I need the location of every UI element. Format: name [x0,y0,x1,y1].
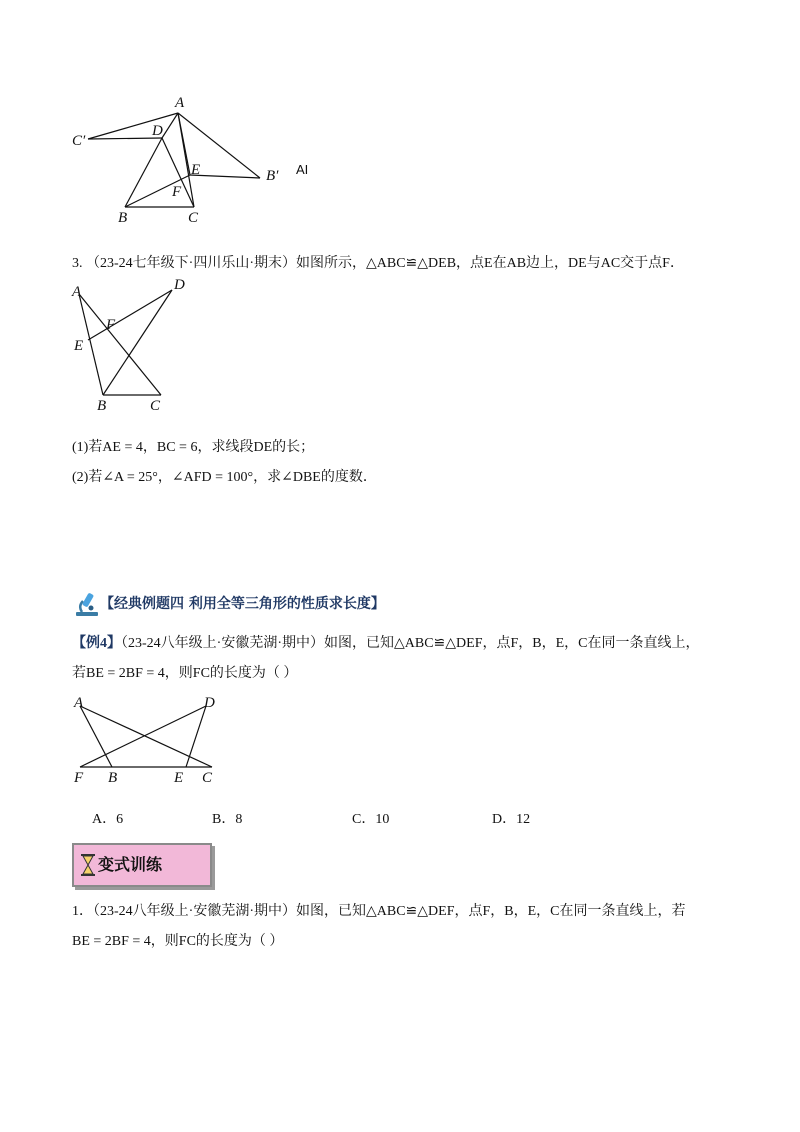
label-b: B [97,398,107,414]
problem3-question2: (2)若∠A = 25°，∠AFD = 100°，求∠DBE的度数． [72,470,377,485]
label-a: A [72,284,82,300]
hourglass-icon [80,854,96,876]
segment-d-b [125,138,162,207]
segment-a-b [80,706,112,767]
label-d: D [152,123,163,139]
label-b: B [108,770,118,786]
problem3-statement: 如图所示，△ABC≌△DEB，点E在AB边上，DE与AC交于点F． [296,256,684,271]
segment-e-d [88,290,172,340]
practice1-line1 [72,902,686,922]
practice1-source: （23-24八年级上·安徽芜湖·期中） [93,904,296,919]
problem3-number: 3. [72,256,83,271]
example4-line1 [72,634,700,654]
label-e: E [74,338,84,354]
label-c: C [188,210,199,226]
label-f: F [172,184,182,200]
practice1-text1: 如图，已知△ABC≌△DEF，点F，B，E，C在同一条直线上，若 [296,904,686,919]
segment-d-e [186,706,206,767]
segment-e-bprime [190,175,260,178]
label-d: D [174,278,185,293]
figure-example4 [66,690,226,790]
training-label: 变式训练 [98,855,163,874]
label-b: B [118,210,128,226]
label-c: C [150,398,161,414]
example4-source: （23-24八年级上·安徽芜湖·期中） [121,636,324,651]
practice1-line2: BE = 2BF = 4，则FC的长度为（ ） [72,934,284,949]
microscope-icon [72,590,102,618]
segment-b-d [103,290,172,395]
label-a: A [175,95,185,111]
practice1-number: 1． [72,904,93,919]
training-banner [72,843,212,887]
label-c: C [202,770,213,786]
label-cprime: C′ [72,133,86,149]
example4-text1: 如图，已知△ABC≌△DEF，点F，B，E，C在同一条直线上， [324,636,700,651]
example4-tag: 【例4】 [72,636,121,651]
option-d[interactable]: D．12 [492,812,531,827]
label-f: F [106,317,116,333]
option-a[interactable]: A．6 [92,812,124,827]
label-e: E [174,770,184,786]
problem3-source: （23-24七年级下·四川乐山·期末） [86,256,296,271]
figure-problem3 [66,278,196,418]
option-b[interactable]: B．8 [212,812,243,827]
section-heading-text: 【经典例题四 利用全等三角形的性质求长度】 [100,596,385,612]
side-mark-text: AI [296,162,309,177]
label-bprime: B′ [266,168,279,184]
figure-rotated-triangles [60,90,330,230]
label-a: A [74,695,84,711]
label-d: D [204,695,215,711]
problem3-question1: (1)若AE = 4，BC = 6，求线段DE的长； [72,440,315,455]
label-e: E [191,162,201,178]
option-c[interactable]: C．10 [352,812,390,827]
problem3-header [72,254,684,274]
label-f: F [74,770,84,786]
segment-cprime-d [88,138,162,139]
example4-line2: 若BE = 2BF = 4，则FC的长度为（ ） [72,666,298,681]
